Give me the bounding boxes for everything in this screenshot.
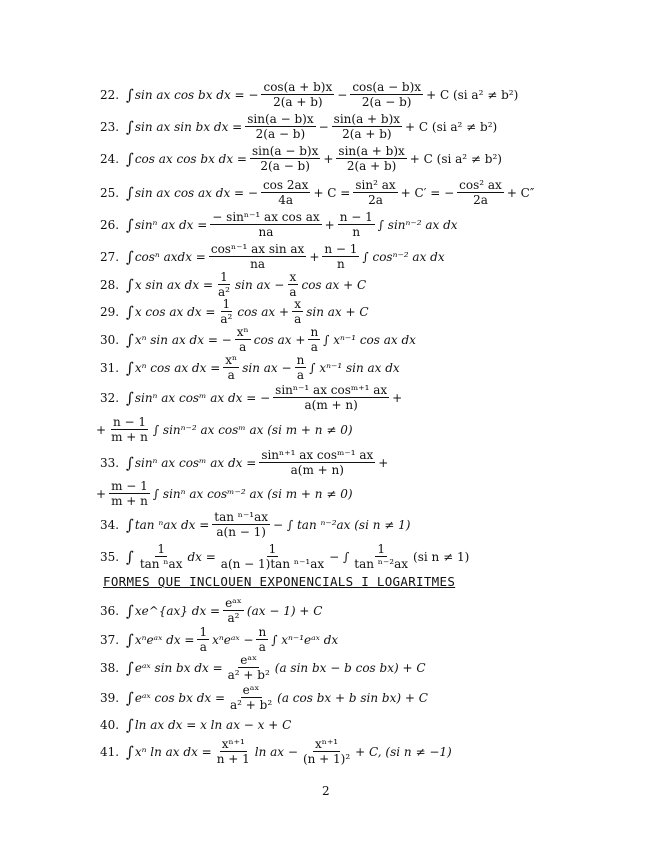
- fraction: [308, 325, 320, 354]
- fraction: [322, 242, 359, 271]
- fraction: [287, 270, 298, 299]
- fraction: [256, 625, 268, 654]
- formula-number: 38.: [100, 660, 120, 675]
- denominator: a: [296, 368, 304, 382]
- formula-number: 35.: [100, 549, 120, 564]
- formula-number: 31.: [100, 360, 120, 375]
- formula-tail: (a sin bx − b cos bx) + C: [274, 660, 426, 675]
- fraction: [209, 242, 306, 271]
- numerator: eᵃˣ: [225, 596, 242, 610]
- formula-lhs: eᵃˣ cos bx dx =: [134, 690, 226, 705]
- denominator: a² + b²: [230, 698, 273, 712]
- denominator: m + n: [111, 494, 148, 508]
- formula-38: [100, 653, 426, 682]
- formula-27: 27. ∫ cosⁿ axdx = $\frac{\text{cosⁿ⁻¹ ax sin ax}}{na}$ + $\frac{n - 1}{n}$ ∫ cosⁿ⁻² ax dx: [100, 242, 445, 271]
- formula-mid: xⁿeᵃˣ −: [212, 632, 254, 647]
- formula-lhs: xⁿeᵃˣ dx =: [134, 632, 195, 647]
- formula-22: 22. ∫ sin ax cos bx dx = − $\frac{\cos(a + b)x}{2(a + b)}$ − $\frac{\cos(a - b)x}{2(a - b)}$ + C (si a² ≠ b²): [100, 80, 519, 109]
- formula-tail: ∫ sinⁿ ax cosᵐ⁻² ax (si m + n ≠ 0): [152, 486, 353, 501]
- denominator: a: [199, 640, 207, 654]
- fraction: [235, 325, 251, 354]
- formula-23: 23. ∫ sin ax sin bx dx = $\frac{\sin(a - b)x}{2(a - b)}$ − $\frac{\sin(a + b)x}{2(a + b)}$ + C (si a² ≠ b²): [100, 112, 498, 141]
- formula-lhs: xe^{ax} dx =: [134, 603, 221, 618]
- fraction: [292, 297, 303, 326]
- numerator: 1: [268, 542, 277, 556]
- numerator: tan ⁿ⁻¹ax: [214, 510, 269, 524]
- integral-sign: ∫: [126, 183, 134, 202]
- fraction: [245, 112, 315, 141]
- fraction: [295, 353, 307, 382]
- integral-sign: ∫: [126, 358, 134, 377]
- formula-tail: ∫ sinⁿ⁻² ax dx: [377, 217, 458, 232]
- formula-number: 33.: [100, 455, 120, 470]
- numerator: sin² ax: [355, 178, 396, 192]
- integral-sign: ∫: [126, 547, 134, 566]
- formula-number: 28.: [100, 277, 120, 292]
- denominator: a²: [227, 611, 240, 625]
- numerator: xⁿ⁺¹: [221, 737, 245, 751]
- fraction: [218, 297, 234, 326]
- integral-sign: ∫: [126, 302, 134, 321]
- formula-number: 39.: [100, 690, 120, 705]
- numerator: n − 1: [112, 415, 146, 429]
- fraction: [215, 737, 252, 766]
- numerator: xⁿ⁺¹: [315, 737, 339, 751]
- formula-mid: + C =: [313, 185, 351, 200]
- formula-lhs: sinⁿ ax cosᵐ ax dx = −: [134, 390, 271, 405]
- numerator: n − 1: [324, 242, 358, 256]
- formula-tail: + C″: [506, 185, 535, 200]
- denominator: 2(a + b): [346, 159, 397, 173]
- formula-lhs: sinⁿ ax dx =: [134, 217, 208, 232]
- formula-number: 41.: [100, 744, 120, 759]
- integral-sign: ∫: [126, 117, 134, 136]
- formula-tail: (ax − 1) + C: [246, 603, 323, 618]
- formula-37: [100, 625, 338, 654]
- formula-40: [100, 716, 291, 734]
- denominator: a²: [220, 312, 233, 326]
- numerator: cos(a − b)x: [352, 80, 422, 94]
- integral-sign: ∫: [126, 658, 134, 677]
- fraction: [226, 653, 272, 682]
- integral-sign: ∫: [126, 247, 134, 266]
- fraction: [250, 144, 320, 173]
- denominator: n: [337, 257, 345, 271]
- fraction: [332, 112, 402, 141]
- numerator: 1: [199, 625, 208, 639]
- fraction: [223, 596, 244, 625]
- fraction: [223, 353, 239, 382]
- denominator: tan ⁿ⁻²ax: [354, 557, 409, 571]
- fraction: [259, 448, 375, 477]
- formula-number: 29.: [100, 304, 120, 319]
- denominator: a: [294, 312, 302, 326]
- integral-sign: ∫: [126, 215, 134, 234]
- formula-mid: sin ax −: [242, 360, 292, 375]
- integral-sign: ∫: [126, 149, 134, 168]
- numerator: 1: [220, 270, 228, 284]
- integral-sign: ∫: [126, 716, 134, 734]
- integral-sign: ∫: [126, 688, 134, 707]
- formula-number: 32.: [100, 390, 120, 405]
- denominator: 4a: [278, 193, 294, 207]
- formula-24: 24. ∫ cos ax cos bx dx = $\frac{\sin(a - b)x}{2(a - b)}$ + $\frac{\sin(a + b)x}{2(a + b)}$ + C (si a² ≠ b²): [100, 144, 502, 173]
- denominator: a(m + n): [290, 463, 344, 477]
- fraction: [109, 479, 150, 508]
- formula-number: 36.: [100, 603, 120, 618]
- denominator: 2(a + b): [342, 127, 392, 141]
- integral-sign: ∫: [126, 630, 134, 649]
- fraction: [228, 683, 274, 712]
- numerator: n: [310, 325, 319, 339]
- denominator: 2(a − b): [260, 159, 310, 173]
- formula-lhs: tan ⁿax dx =: [134, 517, 210, 532]
- formula-number: 30.: [100, 332, 120, 347]
- denominator: m + n: [111, 430, 148, 444]
- numerator: sin(a − b)x: [251, 144, 319, 158]
- formula-tail: − ∫ tan ⁿ⁻²ax (si n ≠ 1): [273, 517, 411, 532]
- formula-tail: (si n ≠ 1): [413, 549, 470, 564]
- denominator: a: [239, 340, 247, 354]
- denominator: tan ⁿax: [139, 557, 183, 571]
- denominator: n + 1: [216, 752, 250, 766]
- formula-30: [100, 325, 416, 354]
- formula-lhs: sin ax cos ax dx = −: [134, 185, 258, 200]
- fraction: [353, 178, 397, 207]
- integral-sign: ∫: [126, 453, 134, 472]
- numerator: n: [258, 625, 267, 639]
- formula-tail: ∫ xⁿ⁻¹eᵃˣ dx: [271, 632, 339, 647]
- numerator: 1: [222, 297, 231, 311]
- numerator: n: [296, 353, 305, 367]
- denominator: a² + b²: [227, 668, 270, 682]
- denominator: na: [250, 257, 266, 271]
- numerator: eᵃˣ: [242, 683, 260, 697]
- fraction: [457, 178, 504, 207]
- integral-sign: ∫: [126, 85, 134, 104]
- formula-tail: + C (si a² ≠ b²): [426, 87, 519, 102]
- formula-33-continuation: [96, 479, 353, 508]
- formula-26: 26. ∫ sinⁿ ax dx = $\frac{\text{− sinⁿ⁻¹ ax cos ax}}{na}$ + $\frac{n - 1}{n}$ ∫ sinⁿ⁻² ax dx: [100, 210, 458, 239]
- formula-tail: (a cos bx + b sin bx) + C: [277, 690, 428, 705]
- formula-31: [100, 353, 400, 382]
- formula-lhs: eᵃˣ sin bx dx =: [134, 660, 223, 675]
- denominator: a²: [218, 285, 230, 299]
- continuation-plus: +: [96, 422, 107, 437]
- formula-tail: +: [392, 390, 403, 405]
- numerator: xⁿ: [225, 353, 238, 367]
- formula-number: 23.: [100, 119, 120, 134]
- numerator: sinⁿ⁻¹ ax cosᵐ⁺¹ ax: [275, 383, 388, 397]
- formula-32-continuation: [96, 415, 353, 444]
- fraction: [338, 210, 375, 239]
- formula-lhs: sin ax cos bx dx = −: [134, 87, 259, 102]
- formula-mid: cos ax +: [237, 304, 290, 319]
- formula-mid: sin ax −: [234, 277, 285, 292]
- numerator: eᵃˣ: [240, 653, 258, 667]
- formula-mid: ln ax −: [254, 744, 298, 759]
- continuation-plus: +: [96, 486, 107, 501]
- formula-tail: +: [378, 455, 389, 470]
- formula-tail: + C (si a² ≠ b²): [409, 151, 502, 166]
- integral-sign: ∫: [126, 742, 134, 761]
- formula-lhs: xⁿ cos ax dx =: [134, 360, 221, 375]
- numerator: sin(a + b)x: [338, 144, 405, 158]
- formula-39: [100, 683, 428, 712]
- formula-tail: ∫ cosⁿ⁻² ax dx: [362, 249, 445, 264]
- fraction: [197, 625, 209, 654]
- numerator: cos 2ax: [262, 178, 309, 192]
- numerator: 1: [157, 542, 165, 556]
- integral-sign: ∫: [126, 388, 134, 407]
- formula-lhs: xⁿ sin ax dx = −: [134, 332, 232, 347]
- denominator: 2(a − b): [255, 127, 306, 141]
- formula-35: [100, 542, 469, 571]
- formula-29: [100, 297, 369, 326]
- denominator: na: [258, 225, 274, 239]
- denominator: 2(a − b): [361, 95, 412, 109]
- integral-sign: ∫: [126, 275, 134, 294]
- formula-number: 27.: [100, 249, 120, 264]
- numerator: cos² ax: [459, 178, 502, 192]
- formula-32: [100, 383, 402, 412]
- denominator: 2a: [473, 193, 488, 207]
- denominator: a: [289, 285, 297, 299]
- formula-lhs: dx =: [187, 549, 216, 564]
- formula-tail: + C, (si n ≠ −1): [355, 744, 452, 759]
- formula-tail: cos ax + C: [301, 277, 367, 292]
- fraction: [219, 542, 326, 571]
- fraction: [273, 383, 389, 412]
- integral-sign: ∫: [126, 515, 134, 534]
- formula-lhs: sin ax sin bx dx =: [134, 119, 243, 134]
- formula-33: [100, 448, 388, 477]
- formula-25: [100, 178, 534, 207]
- formula-tail: ∫ sinⁿ⁻² ax cosᵐ ax (si m + n ≠ 0): [152, 422, 353, 437]
- denominator: 2a: [368, 193, 383, 207]
- fraction: [350, 80, 423, 109]
- numerator: sinⁿ⁺¹ ax cosᵐ⁻¹ ax: [261, 448, 374, 462]
- denominator: 2(a + b): [273, 95, 323, 109]
- formula-tail: sin ax + C: [306, 304, 369, 319]
- numerator: n − 1: [339, 210, 373, 224]
- formula-mid: + C′ = −: [400, 185, 455, 200]
- formula-34: [100, 510, 410, 539]
- formula-lhs: sinⁿ ax cosᵐ ax dx =: [134, 455, 257, 470]
- fraction: [210, 210, 321, 239]
- denominator: n: [352, 225, 361, 239]
- formula-28: [100, 270, 366, 299]
- numerator: m − 1: [111, 479, 148, 493]
- denominator: a(n − 1): [216, 525, 266, 539]
- formula-number: 37.: [100, 632, 120, 647]
- numerator: x: [289, 270, 297, 284]
- numerator: xⁿ: [236, 325, 249, 339]
- fraction: [261, 178, 310, 207]
- numerator: sin(a + b)x: [333, 112, 401, 126]
- section-heading: FORMES QUE INCLOUEN EXPONENCIALS I LOGARITMES: [103, 574, 456, 589]
- formula-36: [100, 596, 322, 625]
- fraction: [109, 415, 150, 444]
- fraction: [138, 542, 185, 571]
- formula-number: 24.: [100, 151, 120, 166]
- formula-tail: ∫ xⁿ⁻¹ cos ax dx: [323, 332, 416, 347]
- fraction: [261, 80, 334, 109]
- formula-lhs: cos ax cos bx dx =: [134, 151, 247, 166]
- denominator: a(m + n): [304, 398, 358, 412]
- formula-mid: cos ax +: [253, 332, 306, 347]
- formula-number: 34.: [100, 517, 120, 532]
- formula-number: 26.: [100, 217, 120, 232]
- formula-tail: + C (si a² ≠ b²): [405, 119, 498, 134]
- formula-lhs: cosⁿ axdx =: [134, 249, 206, 264]
- formula-tail: ∫ xⁿ⁻¹ sin ax dx: [309, 360, 400, 375]
- denominator: a: [258, 640, 266, 654]
- formula-lhs: ln ax dx = x ln ax − x + C: [134, 718, 292, 732]
- numerator: x: [294, 297, 302, 311]
- fraction: [216, 270, 232, 299]
- formula-lhs: xⁿ ln ax dx =: [134, 744, 212, 759]
- fraction: [336, 144, 406, 173]
- formula-number: 22.: [100, 87, 120, 102]
- denominator: a: [227, 368, 235, 382]
- numerator: sin(a − b)x: [247, 112, 314, 126]
- fraction: [352, 542, 410, 571]
- fraction: [301, 737, 352, 766]
- integral-sign: ∫: [126, 330, 134, 349]
- denominator: (n + 1)²: [302, 752, 351, 766]
- page-number: 2: [322, 784, 330, 798]
- formula-41: [100, 737, 452, 766]
- formula-lhs: x cos ax dx =: [134, 304, 216, 319]
- denominator: a: [310, 340, 318, 354]
- formula-mid: − ∫: [329, 549, 350, 564]
- formula-number: 40.: [100, 718, 120, 732]
- denominator: a(n − 1)tan ⁿ⁻¹ax: [220, 557, 325, 571]
- integral-sign: ∫: [126, 601, 134, 620]
- numerator: 1: [377, 542, 385, 556]
- fraction: [212, 510, 270, 539]
- numerator: cosⁿ⁻¹ ax sin ax: [210, 242, 305, 256]
- formula-number: 25.: [100, 185, 120, 200]
- numerator: cos(a + b)x: [263, 80, 333, 94]
- numerator: − sinⁿ⁻¹ ax cos ax: [212, 210, 320, 224]
- formula-lhs: x sin ax dx =: [134, 277, 214, 292]
